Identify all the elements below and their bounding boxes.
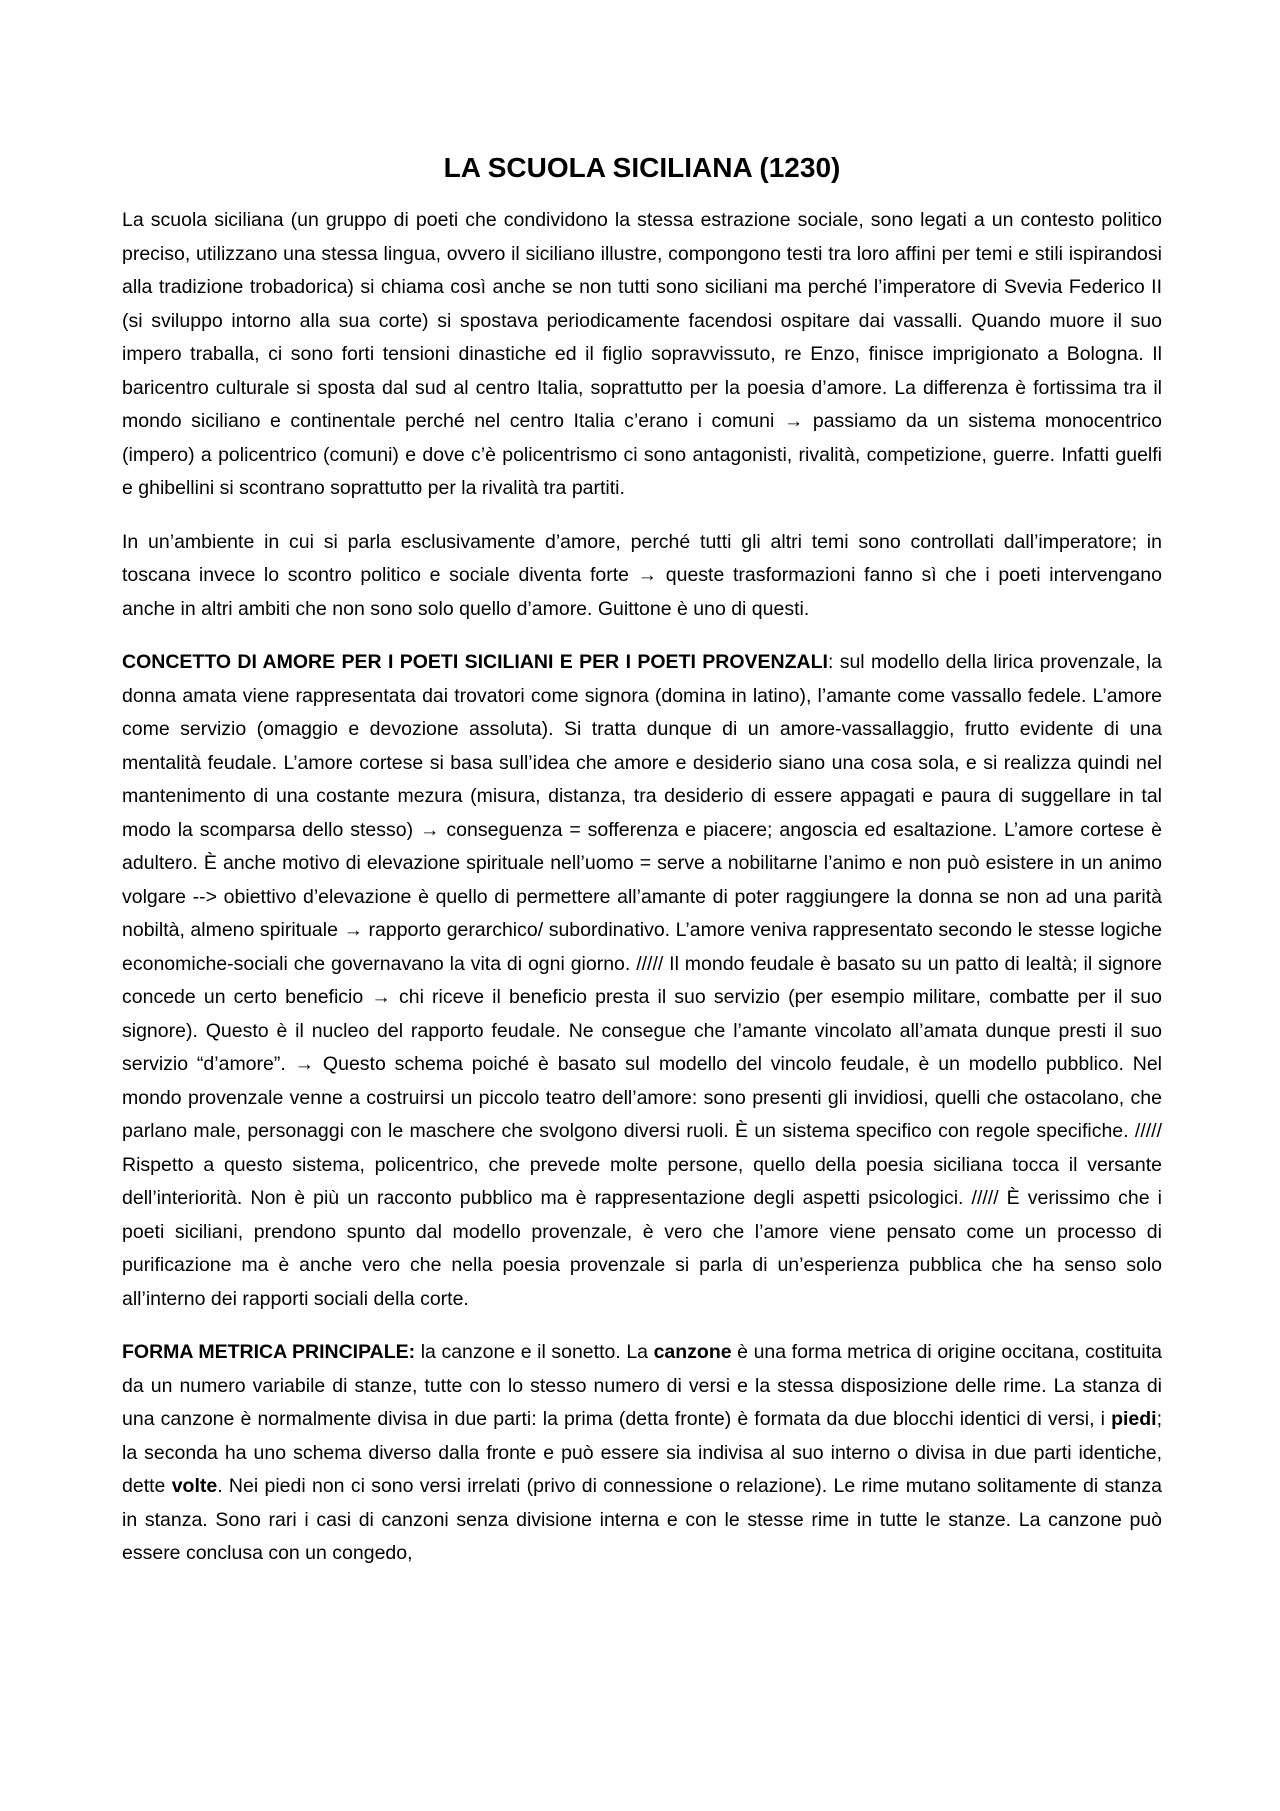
section-heading-concetto-amore: CONCETTO DI AMORE PER I POETI SICILIANI E PER I POETI PROVENZALI <box>122 651 828 673</box>
paragraph-text: è una forma metrica di origine occitana, costituita da un numero variabile di stanze, tutte con lo stesso numero di versi e la stessa disposizione delle rime. La stanza di una canzone è normalmente divisa in due parti: la prima (detta fronte) è formata da due blocchi identici di versi, i <box>122 1341 1162 1430</box>
document-page <box>122 150 1162 1591</box>
document-title: LA SCUOLA SICILIANA (1230) <box>443 152 841 183</box>
term-canzone: canzone <box>653 1341 732 1363</box>
paragraph-intro: La scuola siciliana (un gruppo di poeti che condividono la stessa estrazione sociale, sono legati a un contesto politico preciso, utilizzano una stessa lingua, ovvero il siciliano illustre, compongono testi tra loro affini per temi e stili ispirandosi alla tradizione trobadorica) si chiama così anche se non tutti sono siciliani ma perché l’imperatore di Svevia Federico II (si sviluppo intorno alla sua corte) si spostava periodicamente facendosi ospitare dai vassalli. Quando muore il suo impero traballa, ci sono forti tensioni dinastiche ed il figlio sopravvissuto, re Enzo, finisce imprigionato a Bologna. Il baricentro culturale si sposta dal sud al centro Italia, soprattutto per la poesia d’amore. La differenza è fortissima tra il mondo siciliano e continentale perché nel centro Italia c’erano i comuni → passiamo da un sistema monocentrico (impero) a policentrico (comuni) e dove c’è policentrismo ci sono antagonisti, rivalità, competizione, guerre. Infatti guelfi e ghibellini si scontrano soprattutto per la rivalità tra partiti. <box>122 209 1162 499</box>
paragraph-text: la canzone e il sonetto. La <box>415 1341 654 1363</box>
paragraph-toscana: In un’ambiente in cui si parla esclusivamente d’amore, perché tutti gli altri temi sono controllati dall’imperatore; in toscana invece lo scontro politico e sociale diventa forte → queste trasformazioni fanno sì che i poeti intervengano anche in altri ambiti che non sono solo quello d’amore. Guittone è uno di questi. <box>122 530 1162 620</box>
term-piedi: piedi <box>1111 1408 1157 1430</box>
paragraph-concetto-amore <box>122 646 1162 1316</box>
paragraph-text: . Nei piedi non ci sono versi irrelati (privo di connessione o relazione). Le rime mutano solitamente di stanza in stanza. Sono rari i casi di canzoni senza divisione interna e con le stesse rime in tutte le stanze. La canzone può essere conclusa con un congedo, <box>122 1475 1162 1564</box>
section-heading-forma-metrica: FORMA METRICA PRINCIPALE: <box>122 1341 416 1363</box>
paragraph-forma-metrica <box>122 1336 1162 1571</box>
term-volte: volte <box>171 1475 218 1497</box>
paragraph-text: ; la seconda ha uno schema diverso dalla fronte e può essere sia indivisa al suo interno o divisa in due parti identiche, dette <box>122 1408 1162 1497</box>
paragraph-text: : sul modello della lirica provenzale, la donna amata viene rappresentata dai trovatori come signora (domina in latino), l’amante come vassallo fedele. L’amore come servizio (omaggio e devozione assoluta). Si tratta dunque di un amore-vassallaggio, frutto evidente di una mentalità feudale. L’amore cortese si basa sull’idea che amore e desiderio siano una cosa sola, e si realizza quindi nel mantenimento di una costante mezura (misura, distanza, tra desiderio di essere appagati e paura di suggellare in tal modo la scomparsa dello stesso) → conseguenza = sofferenza e piacere; angoscia ed esaltazione. L’amore cortese è adultero. È anche motivo di elevazione spirituale nell’uomo = serve a nobilitarne l’animo e non può esistere in un animo volgare --> obiettivo d’elevazione è quello di permettere all’amante di poter raggiungere la donna se non ad una parità nobiltà, almeno spirituale → rapporto gerarchico/ subordinativo. L’amore veniva rappresentato secondo le stesse logiche economiche-sociali che governavano la vita di ogni giorno. ///// Il mondo feudale è basato su un patto di lealtà; il signore concede un certo beneficio → chi riceve il beneficio presta il suo servizio (per esempio militare, combatte per il suo signore). Questo è il nucleo del rapporto feudale. Ne consegue che l’amante vincolato all’amata dunque presti il suo servizio “d’amore”. → Questo schema poiché è basato sul modello del vincolo feudale, è un modello pubblico. Nel mondo provenzale venne a costruirsi un piccolo teatro dell’amore: sono presenti gli invidiosi, quelli che ostacolano, che parlano male, personaggi con le maschere che svolgono diversi ruoli. È un sistema specifico con regole specifiche. ///// Rispetto a questo sistema, policentrico, che prevede molte persone, quello della poesia siciliana tocca il versante dell’interiorità. Non è più un racconto pubblico ma è rappresentazione degli aspetti psicologici. ///// È verissimo che i poeti siciliani, prendono spunto dal modello provenzale, è vero che l’amore viene pensato come un processo di purificazione ma è anche vero che nella poesia provenzale si parla di un’esperienza pubblica che ha senso solo all’interno dei rapporti sociali della corte. <box>122 651 1162 1310</box>
